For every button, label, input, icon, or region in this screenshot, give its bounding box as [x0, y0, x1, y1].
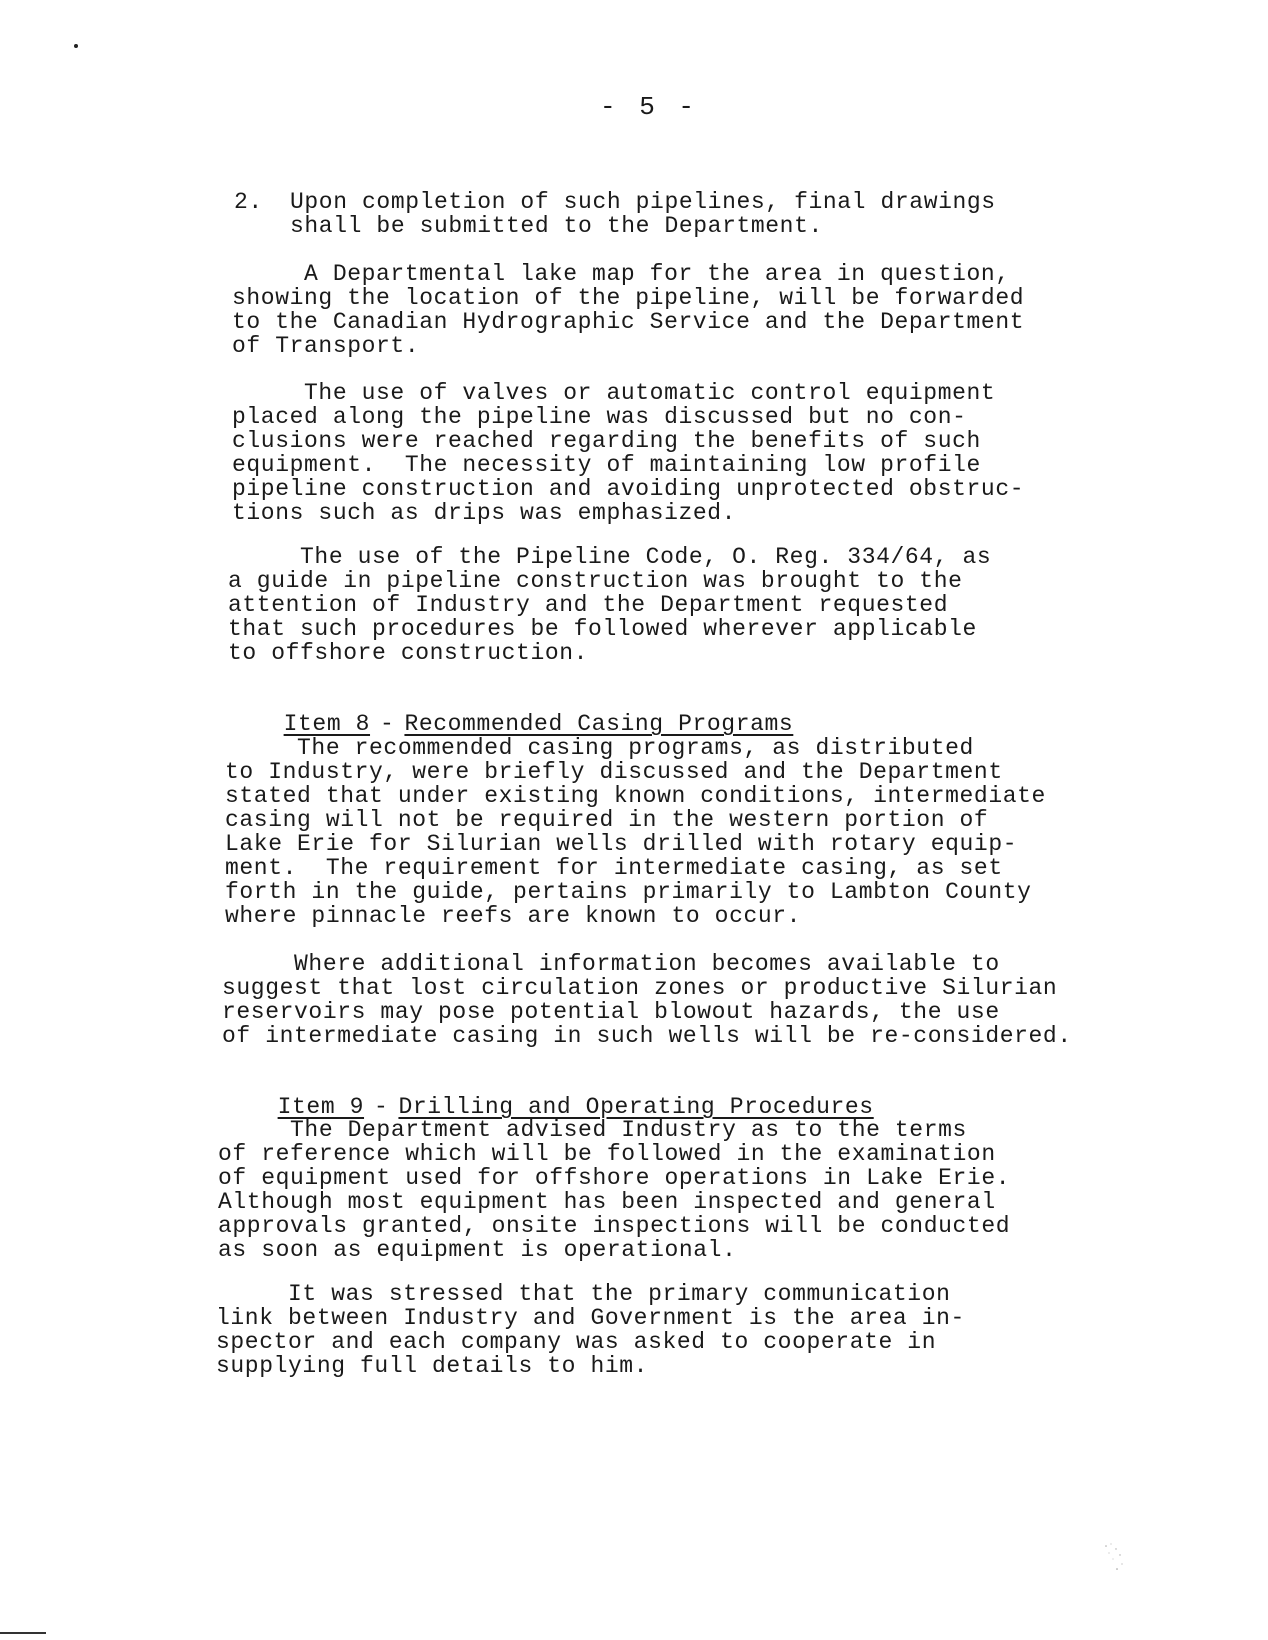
text-line: of Transport. [232, 333, 420, 359]
list-item-text [290, 190, 996, 238]
paragraph-valves [232, 381, 1024, 525]
text-line: A Departmental lake map for the area in question, [232, 261, 1010, 287]
scan-mark [74, 44, 78, 48]
paragraph-terms-of-reference [218, 1118, 1010, 1262]
text-line: forth in the guide, pertains primarily to Lambton County [225, 879, 1032, 905]
paragraph-casing-programs [225, 736, 1046, 928]
text-line: Where additional information becomes available to [222, 951, 1000, 977]
text-line: equipment. The necessity of maintaining low profile [232, 452, 981, 478]
item8-label: Item 8 [283, 711, 371, 737]
text-line: attention of Industry and the Department requested [228, 592, 949, 618]
paragraph-communication-link [216, 1282, 965, 1378]
heading-separator: - [380, 711, 395, 737]
text-line: suggest that lost circulation zones or productive Silurian [222, 975, 1058, 1001]
text-line: pipeline construction and avoiding unprotected obstruc- [232, 476, 1025, 502]
text-line: tions such as drips was emphasized. [232, 500, 737, 526]
text-line: Upon completion of such pipelines, final drawings [290, 189, 996, 215]
item8-title: Recommended Casing Programs [404, 711, 794, 737]
list-item-number: 2. [234, 189, 263, 215]
text-line: The recommended casing programs, as distributed [225, 735, 974, 761]
text-line: clusions were reached regarding the benefits of such [232, 428, 981, 454]
text-line: of reference which will be followed in the examination [218, 1141, 996, 1167]
text-line: The use of the Pipeline Code, O. Reg. 334/64, as [228, 544, 992, 570]
text-line: The use of valves or automatic control equipment [232, 380, 996, 406]
text-line: casing will not be required in the western portion of [225, 807, 989, 833]
heading-separator: - [374, 1094, 389, 1120]
paragraph-additional-information [222, 952, 1072, 1048]
paragraph-pipeline-code [228, 545, 991, 665]
text-line: that such procedures be followed wherever applicable [228, 616, 977, 642]
item9-title: Drilling and Operating Procedures [398, 1094, 874, 1120]
text-line: shall be submitted to the Department. [290, 213, 823, 239]
text-line: to offshore construction. [228, 640, 589, 666]
text-line: to Industry, were briefly discussed and the Department [225, 759, 1003, 785]
item9-label: Item 9 [277, 1094, 365, 1120]
text-line: placed along the pipeline was discussed but no con- [232, 404, 967, 430]
text-line: Although most equipment has been inspected and general [218, 1189, 996, 1215]
text-line: to the Canadian Hydrographic Service and the Department [232, 309, 1025, 335]
text-line: approvals granted, onsite inspections will be conducted [218, 1213, 1011, 1239]
text-line: stated that under existing known conditions, intermediate [225, 783, 1046, 809]
text-line: reservoirs may pose potential blowout hazards, the use [222, 999, 1000, 1025]
text-line: Lake Erie for Silurian wells drilled with rotary equip- [225, 831, 1018, 857]
paragraph-lake-map [232, 262, 1024, 358]
scan-edge-line [0, 1632, 46, 1634]
page-number: - 5 - [600, 92, 699, 122]
text-line: as soon as equipment is operational. [218, 1237, 737, 1263]
text-line: of equipment used for offshore operations in Lake Erie. [218, 1165, 1011, 1191]
text-line: spector and each company was asked to cooperate in [216, 1329, 937, 1355]
text-line: ment. The requirement for intermediate casing, as set [225, 855, 1003, 881]
text-line: link between Industry and Government is the area in- [216, 1305, 965, 1331]
text-line: The Department advised Industry as to the terms [218, 1117, 967, 1143]
text-line: It was stressed that the primary communication [216, 1281, 951, 1307]
text-line: supplying full details to him. [216, 1353, 649, 1379]
text-line: where pinnacle reefs are known to occur. [225, 903, 802, 929]
text-line: a guide in pipeline construction was brought to the [228, 568, 963, 594]
text-line: showing the location of the pipeline, will be forwarded [232, 285, 1025, 311]
scan-speckle [1102, 1540, 1128, 1574]
text-line: of intermediate casing in such wells will be re-considered. [222, 1023, 1072, 1049]
